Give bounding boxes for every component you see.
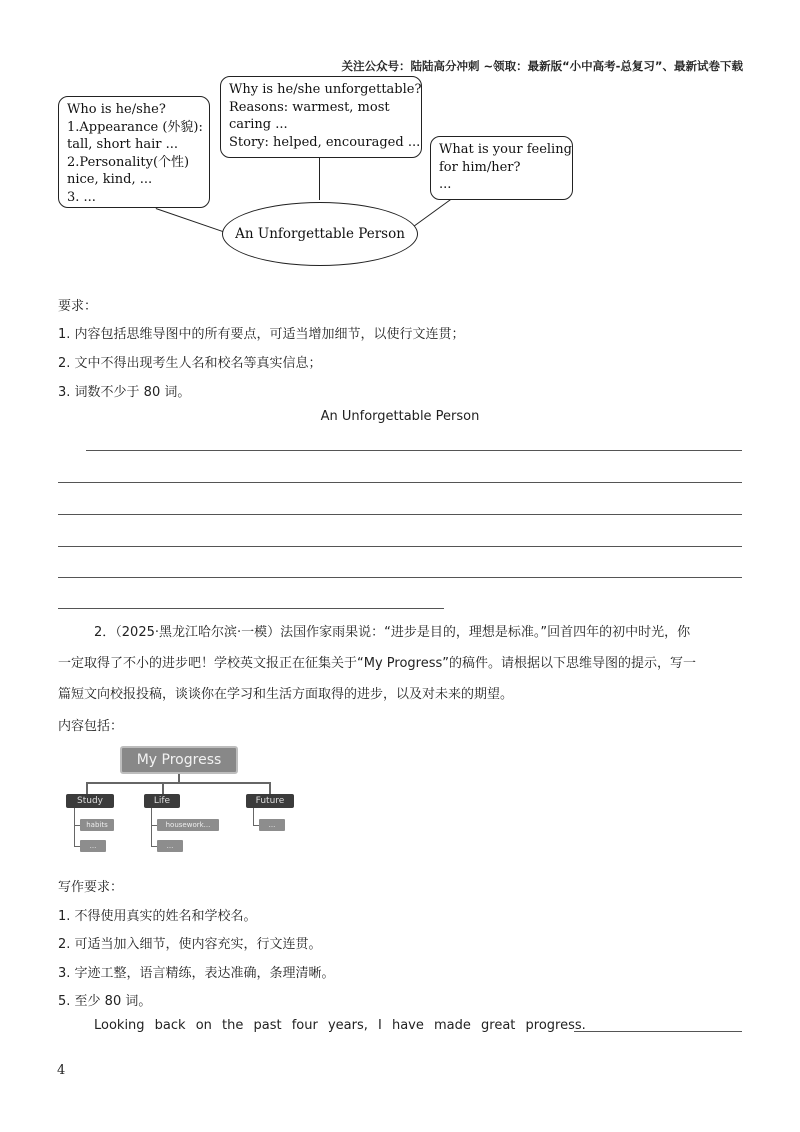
writing-line-2[interactable]: [58, 482, 742, 483]
mindmap-unforgettable-person: [0, 0, 800, 290]
writing-line-4[interactable]: [58, 546, 742, 547]
writing-line-6[interactable]: [58, 608, 444, 609]
life-sub-housework: housework...: [157, 819, 219, 831]
writing-line-3[interactable]: [58, 514, 742, 515]
mindmap2-title: My Progress: [120, 746, 238, 774]
connector-future-sub: [253, 808, 254, 825]
why-line1: Why is he/she unforgettable?: [229, 82, 422, 97]
question2-number: 2．: [94, 625, 116, 640]
who-line3: tall, short hair ...: [67, 137, 179, 152]
why-bubble: [220, 76, 422, 158]
requirements1-heading: 要求：: [58, 299, 98, 314]
connector-life: [162, 782, 164, 794]
writing-line-5[interactable]: [58, 577, 742, 578]
feeling-line3: ...: [439, 177, 452, 192]
connector-life-sub: [151, 808, 152, 846]
connector-study: [86, 782, 88, 794]
question2-line2: 一定取得了不小的进步吧！学校英文报正在征集关于“My Progress”的稿件。请根据以下思维导图的提示，写一: [58, 656, 696, 671]
branch-study: Study: [66, 794, 114, 808]
requirements1-item-3: 3. 词数不少于 80 词。: [58, 385, 191, 400]
requirements2-item-1: 1. 不得使用真实的姓名和学校名。: [58, 909, 257, 924]
header-note: 关注公众号：陆陆高分冲刺 ~领取：最新版“小中高考-总复习”、最新试卷下载: [341, 59, 743, 73]
feeling-line2: for him/her?: [439, 159, 521, 175]
why-line4: Story: helped, encouraged ...: [229, 134, 421, 150]
requirements2-item-5: 5. 至少 80 词。: [58, 994, 152, 1009]
branch-future: Future: [246, 794, 294, 808]
who-line1: Who is he/she?: [67, 102, 166, 117]
question2-source: （2025·黑龙江哈尔滨·一模）: [115, 625, 281, 640]
connector-who: [156, 208, 226, 233]
who-line2: 1.Appearance (外貌):: [67, 119, 203, 135]
requirements1-item-1: 1. 内容包括思维导图中的所有要点，可适当增加细节，以使行文连贯；: [58, 327, 465, 342]
study-sub-habits: habits: [80, 819, 114, 831]
who-line4: 2.Personality(个性): [67, 154, 190, 170]
question2-paragraph: [58, 617, 748, 710]
feeling-line1: What is your feeling: [439, 142, 572, 157]
connector-study-sub: [74, 808, 75, 846]
connector-why: [319, 158, 320, 200]
branch-life: Life: [144, 794, 180, 808]
starter-sentence: Looking back on the past four years, I have made great progress.: [94, 1018, 586, 1033]
connector-future: [269, 782, 271, 794]
content-label: 内容包括：: [58, 719, 124, 734]
who-line6: 3. ...: [67, 189, 96, 205]
study-sub-more: ...: [80, 840, 106, 852]
life-sub-more: ...: [157, 840, 183, 852]
feeling-bubble: [430, 136, 573, 200]
who-line5: nice, kind, ...: [67, 172, 153, 187]
requirements2-item-3: 3. 字迹工整，语言精练，表达准确，条理清晰。: [58, 966, 335, 981]
why-line2: Reasons: warmest, most: [229, 99, 390, 115]
future-sub-more: ...: [259, 819, 285, 831]
starter-writing-line[interactable]: [574, 1031, 742, 1032]
why-line3: caring ...: [229, 117, 288, 132]
essay-title: An Unforgettable Person: [320, 409, 480, 424]
question2-line3: 篇短文向校报投稿，谈谈你在学习和生活方面取得的进步，以及对未来的期望。: [58, 687, 514, 702]
requirements2-item-2: 2. 可适当加入细节，使内容充实，行文连贯。: [58, 937, 322, 952]
connector-horizontal: [86, 782, 270, 784]
requirements1-item-2: 2. 文中不得出现考生人名和校名等真实信息；: [58, 356, 322, 371]
page-number: 4: [57, 1063, 66, 1078]
center-ellipse: An Unforgettable Person: [222, 202, 418, 266]
writing-line-1[interactable]: [86, 450, 742, 451]
question2-line1: 法国作家雨果说：“进步是目的，理想是标准。”回首四年的初中时光，你: [280, 625, 691, 640]
requirements2-heading: 写作要求：: [58, 880, 124, 895]
who-bubble: [58, 96, 210, 208]
